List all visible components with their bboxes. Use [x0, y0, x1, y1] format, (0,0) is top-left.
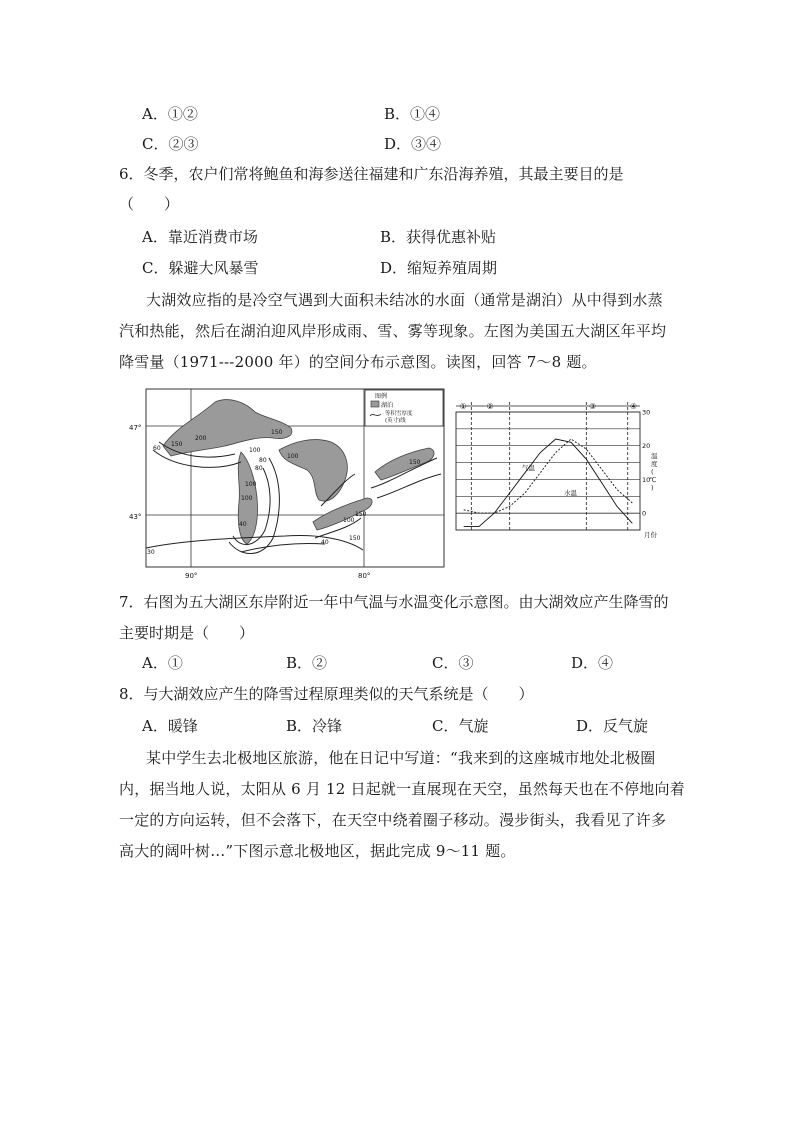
lon-80-label: 80°	[358, 572, 371, 580]
legend-title: 图例	[375, 393, 388, 400]
y-tick-label: 10	[642, 475, 651, 484]
period-label: ①	[459, 402, 467, 411]
iso-label: 100	[241, 495, 253, 502]
passage-line: 高大的阔叶树…”下图示意北极地区，据此完成 9～11 题。	[119, 842, 516, 860]
iso-label: 100	[343, 517, 355, 524]
water-temp-label: 水温	[564, 489, 577, 497]
y-title-char: (	[651, 468, 654, 476]
y-axis-title	[649, 451, 658, 492]
iso-label: 150	[349, 535, 361, 542]
q6-option-a[interactable]: A．靠近消费市场	[142, 228, 258, 246]
iso-label: 60	[153, 445, 161, 452]
q5-option-b[interactable]: B．①④	[384, 105, 441, 123]
y-tick-label: 30	[642, 408, 651, 417]
legend-isoline-label-2: (英寸)线	[385, 418, 406, 424]
iso-label: 100	[245, 481, 257, 488]
great-lakes-snowfall-map	[129, 388, 445, 580]
temperature-chart	[452, 398, 674, 548]
passage-line: 大湖效应指的是冷空气遇到大面积未结冰的水面（通常是湖泊）从中得到水蒸	[146, 291, 663, 309]
period-label: ②	[486, 402, 494, 411]
passage-line: 汽和热能，然后在湖泊迎风岸形成雨、雪、雾等现象。左图为美国五大湖区年平均	[119, 322, 667, 340]
iso-label: 150	[171, 441, 183, 448]
q6-stem: 6．冬季，农户们常将鲍鱼和海参送往福建和广东沿海养殖，其最主要目的是	[119, 165, 624, 183]
q6-bracket: （ ）	[119, 195, 180, 213]
legend-isoline-label-1: 等积雪厚度	[385, 411, 413, 417]
q7-stem-line1: 7．右图为五大湖区东岸附近一年中气温与水温变化示意图。由大湖效应产生降雪的	[119, 593, 669, 611]
y-title-char: ℃	[649, 476, 657, 484]
q5-option-a[interactable]: A．①②	[142, 105, 198, 123]
iso-label: 150	[271, 429, 283, 436]
period-label: ④	[629, 402, 638, 411]
q6-option-c[interactable]: C．躲避大风暴雪	[142, 259, 259, 277]
q7-stem-line2: 主要时期是（ ）	[119, 624, 255, 642]
iso-label: 40	[239, 521, 247, 528]
q5-option-d[interactable]: D．③④	[384, 135, 442, 153]
iso-label: 100	[287, 453, 299, 460]
iso-label: 150	[355, 511, 367, 518]
chart-grid	[456, 412, 640, 530]
q6-option-b[interactable]: B．获得优惠补贴	[380, 228, 497, 246]
x-axis-label: 月份	[644, 531, 657, 539]
q8-option-a[interactable]: A．暖锋	[142, 717, 198, 735]
q5-option-c[interactable]: C．②③	[142, 135, 199, 153]
iso-label: 100	[249, 447, 261, 454]
passage-line: 某中学生去北极地区旅游，他在日记中写道：“我来到的这座城市地处北极圈	[146, 749, 656, 767]
legend-lake-swatch	[371, 401, 379, 407]
passage-line: 降雪量（1971---2000 年）的空间分布示意图。读图，回答 7～8 题。	[119, 353, 597, 371]
y-title-char: 温	[651, 452, 658, 460]
q7-option-c[interactable]: C．③	[432, 654, 474, 672]
q7-option-b[interactable]: B．②	[286, 654, 328, 672]
iso-label: 150	[409, 459, 421, 466]
iso-label: 40	[321, 539, 329, 546]
iso-label: 30	[147, 549, 155, 556]
q8-option-d[interactable]: D．反气旋	[576, 717, 649, 735]
iso-label: 80	[259, 457, 267, 464]
q8-stem: 8．与大湖效应产生的降雪过程原理类似的天气系统是（ ）	[119, 685, 534, 703]
chart-ticks	[642, 409, 650, 518]
q7-option-a[interactable]: A．①	[142, 654, 183, 672]
chart-plot-frame	[456, 412, 640, 530]
legend-lake-label: 湖泊	[381, 402, 394, 409]
air-temp-label: 气温	[522, 464, 535, 472]
period-label: ③	[589, 402, 597, 411]
iso-label: 80	[255, 465, 263, 472]
q8-option-b[interactable]: B．冷锋	[286, 717, 343, 735]
q8-option-c[interactable]: C．气旋	[432, 717, 489, 735]
q7-option-d[interactable]: D．④	[571, 654, 614, 672]
q6-option-d[interactable]: D．缩短养殖周期	[380, 259, 498, 277]
lat-43-label: 43°	[129, 513, 142, 521]
y-tick-label: 0	[642, 509, 647, 518]
iso-label: 200	[195, 435, 207, 442]
y-tick-label: 20	[642, 442, 651, 451]
passage-line: 一定的方向运转，但不会落下，在天空中绕着圈子移动。漫步街头，我看见了许多	[119, 811, 667, 829]
y-title-char: 度	[651, 460, 658, 468]
y-title-char: )	[651, 484, 654, 492]
lon-90-label: 90°	[185, 572, 198, 580]
passage-line: 内，据当地人说，太阳从 6 月 12 日起就一直展现在天空，虽然每天也在不停地向着	[119, 780, 685, 798]
lat-47-label: 47°	[129, 424, 142, 432]
